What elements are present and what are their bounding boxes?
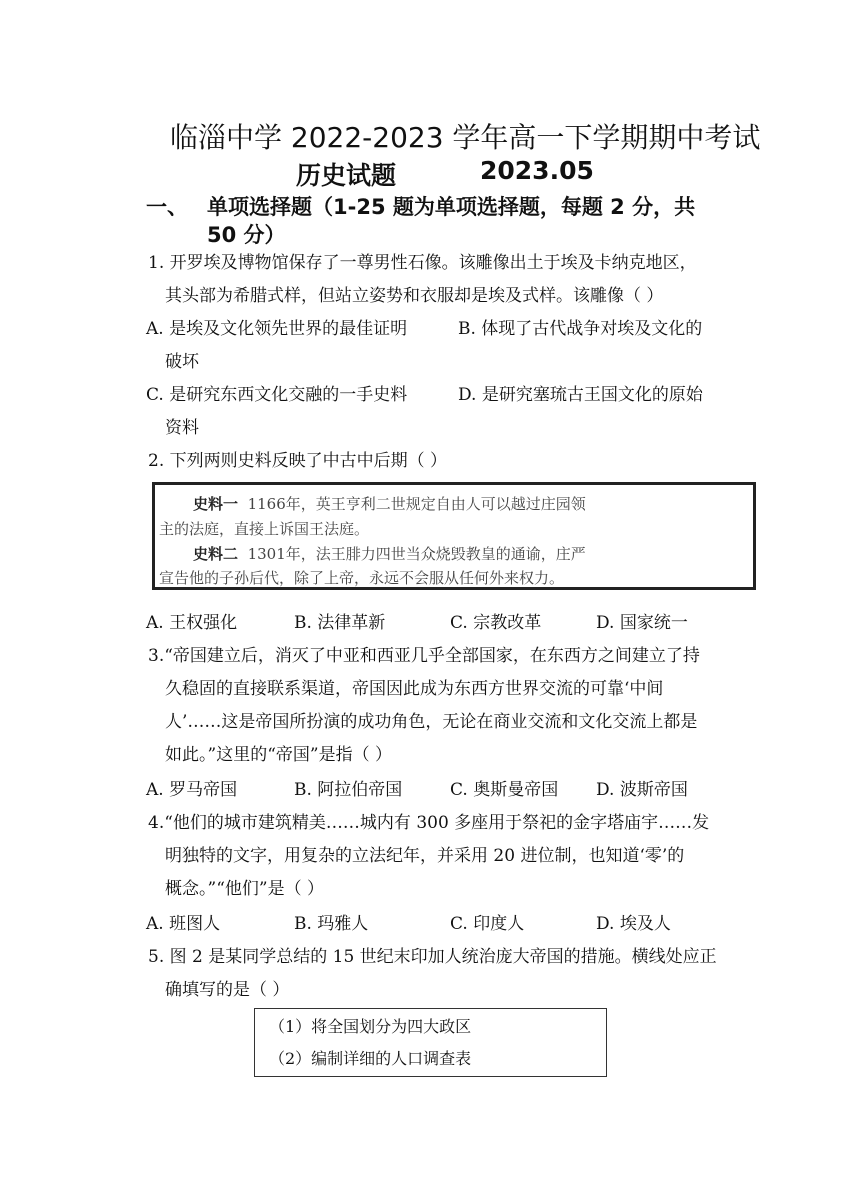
measure-item: （2）编制详细的人口调查表	[269, 1049, 472, 1068]
section-heading-line1: 单项选择题（1-25 题为单项选择题，每题 2 分，共	[207, 195, 696, 219]
question-stem: 4.“他们的城市建筑精美……城内有 300 多座用于祭祀的金字塔庙宇……发	[148, 813, 710, 833]
option-a: A. 王权强化	[146, 613, 238, 633]
section-heading-line2: 50 分）	[207, 223, 286, 247]
question-stem: 明独特的文字，用复杂的立法纪年，并采用 20 进位制，也知道‘零’的	[165, 846, 685, 866]
question-stem: 如此。”这里的“帝国”是指（ ）	[165, 745, 392, 765]
option-a: A. 罗马帝国	[146, 780, 238, 800]
option-b-cont: 破坏	[165, 352, 199, 372]
option-d-cont: 资料	[165, 418, 199, 438]
option-d: D. 波斯帝国	[596, 780, 688, 800]
exam-date: 2023.05	[480, 156, 594, 185]
exam-title: 临淄中学 2022-2023 学年高一下学期期中考试	[170, 121, 761, 154]
source-text: 宣告他的子孙后代，除了上帝，永远不会服从任何外来权力。	[159, 569, 565, 587]
historical-sources-box	[152, 482, 756, 590]
option-c: C. 是研究东西文化交融的一手史料	[146, 385, 408, 405]
option-b: B. 玛雅人	[294, 914, 369, 934]
option-c: C. 印度人	[450, 914, 525, 934]
option-b: B. 阿拉伯帝国	[294, 780, 403, 800]
option-a: A. 是埃及文化领先世界的最佳证明	[146, 319, 408, 339]
question-stem: 概念。”“他们”是（ ）	[165, 879, 324, 899]
source-text: 1166年，英王亨利二世规定自由人可以越过庄园领	[247, 495, 586, 513]
source-text: 主的法庭，直接上诉国王法庭。	[159, 520, 370, 538]
option-b: B. 体现了古代战争对埃及文化的	[458, 319, 703, 339]
subject-title: 历史试题	[296, 161, 397, 190]
question-stem: 确填写的是（ ）	[165, 980, 290, 1000]
option-b: B. 法律革新	[294, 613, 386, 633]
inca-measures-box	[254, 1008, 607, 1077]
section-number: 一、	[146, 195, 188, 219]
question-stem: 3.“帝国建立后，消灭了中亚和西亚几乎全部国家，在东西方之间建立了持	[148, 646, 700, 666]
question-stem: 其头部为希腊式样，但站立姿势和衣服却是埃及式样。该雕像（ ）	[165, 286, 664, 306]
question-stem: 人’……这是帝国所扮演的成功角色，无论在商业交流和文化交流上都是	[165, 712, 698, 732]
option-c: C. 奥斯曼帝国	[450, 780, 559, 800]
question-stem: 1. 开罗埃及博物馆保存了一尊男性石像。该雕像出土于埃及卡纳克地区，	[148, 253, 697, 273]
option-a: A. 班图人	[146, 914, 221, 934]
question-stem: 2. 下列两则史料反映了中古中后期（ ）	[148, 451, 448, 471]
option-c: C. 宗教改革	[450, 613, 542, 633]
question-stem: 久稳固的直接联系渠道，帝国因此成为东西方世界交流的可靠‘中间	[165, 679, 664, 699]
source-text: 1301年，法王腓力四世当众烧毁教皇的通谕，庄严	[247, 545, 586, 563]
source-label: 史料一	[193, 495, 239, 513]
option-d: D. 国家统一	[596, 613, 688, 633]
option-d: D. 埃及人	[596, 914, 671, 934]
source-label: 史料二	[193, 545, 239, 563]
measure-item: （1）将全国划分为四大政区	[269, 1017, 472, 1036]
question-stem: 5. 图 2 是某同学总结的 15 世纪末印加人统治庞大帝国的措施。横线处应正	[148, 947, 717, 967]
option-d: D. 是研究塞琉古王国文化的原始	[458, 385, 703, 405]
